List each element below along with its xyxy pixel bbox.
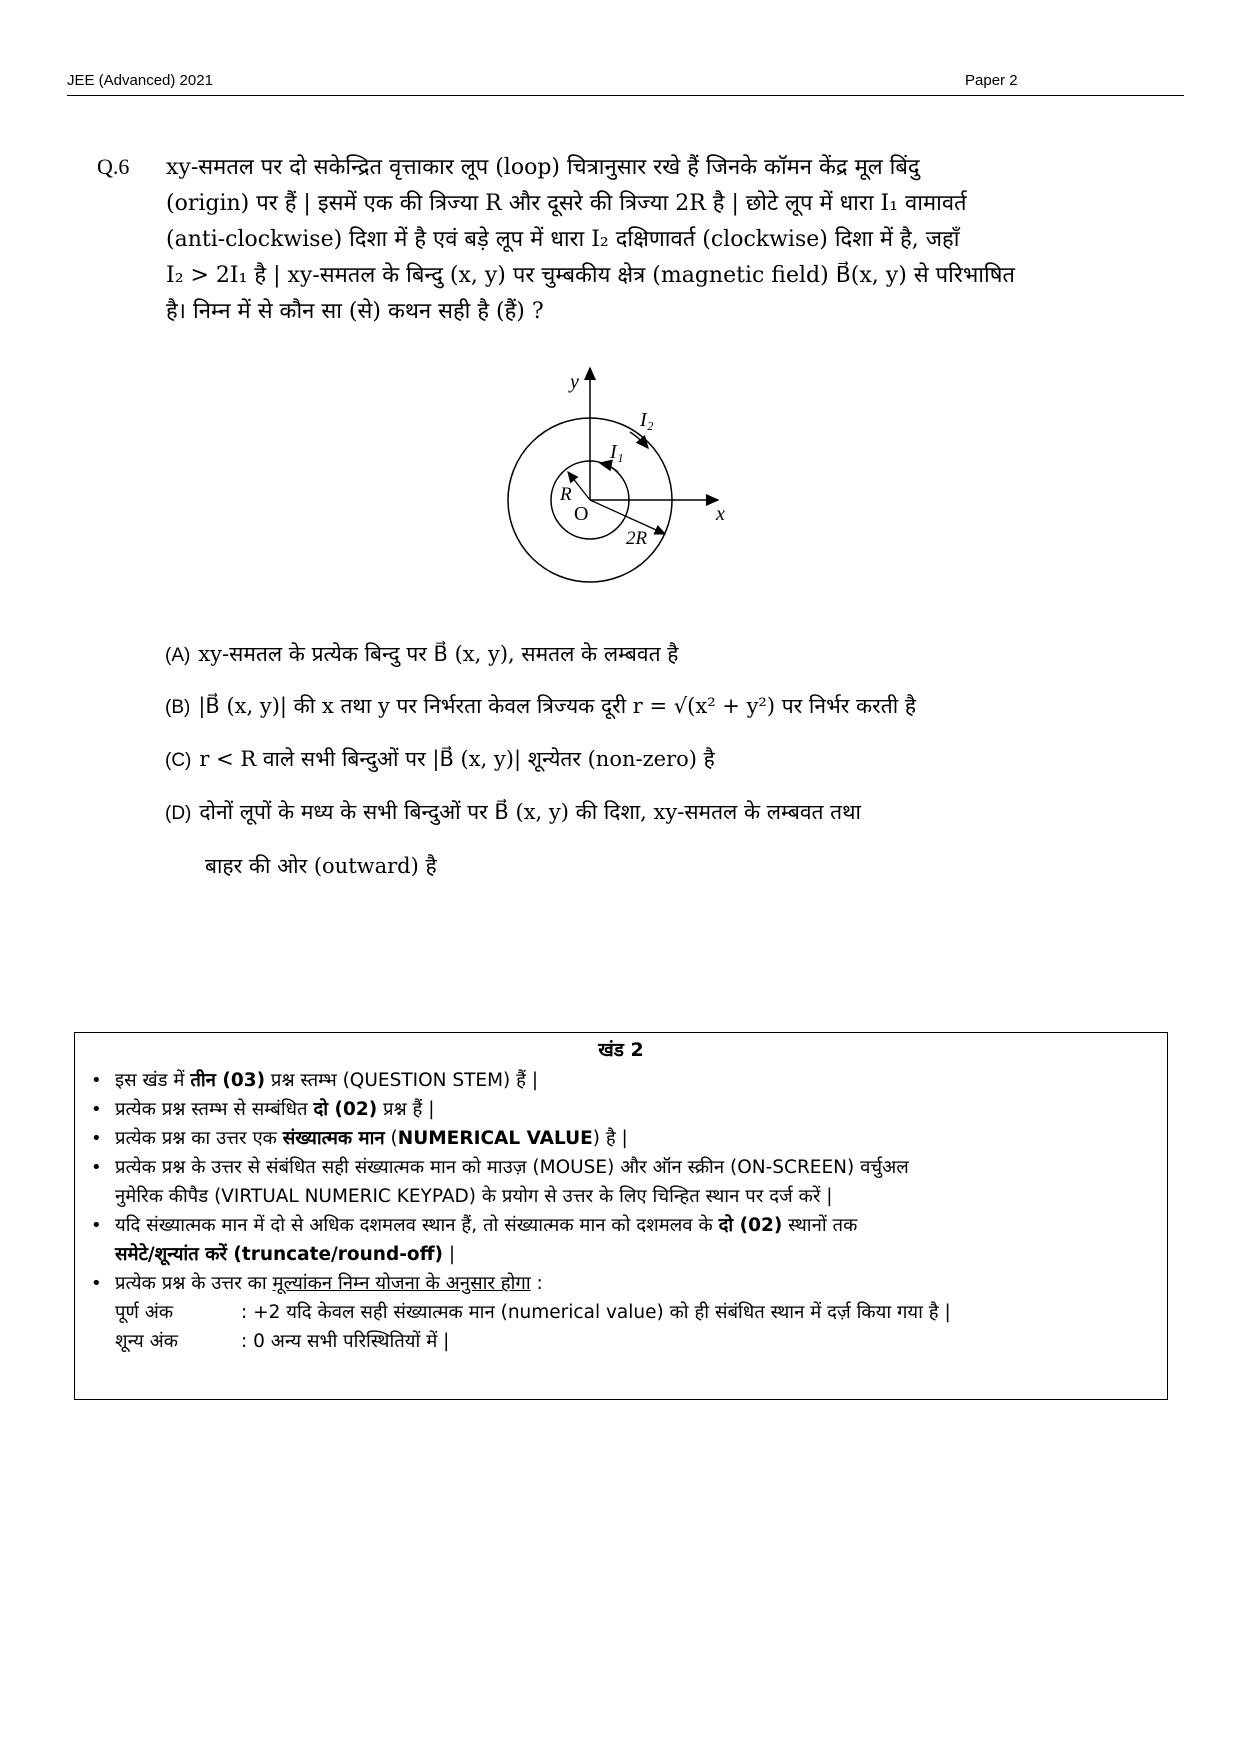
instruction-item: • प्रत्येक प्रश्न स्तम्भ से सम्बंधित दो (02) प्रश्न हैं | [91,1099,435,1120]
question-line: xy-समतल पर दो सकेन्द्रित वृत्ताकार लूप (loop) चित्रानुसार रखे हैं जिनके कॉमन केंद्र मूल बिंदु [166,155,920,180]
option-label: (A) [165,645,191,666]
origin-label: O [574,503,589,525]
question-line: है। निम्न में से कौन सा (से) कथन सही है (हैं) ? [166,299,544,324]
header-exam-name: JEE (Advanced) 2021 [67,72,213,89]
header-paper: Paper 2 [965,72,1018,89]
option-a[interactable] [165,640,678,668]
option-c[interactable] [165,745,715,773]
option-label: (B) [165,697,191,718]
question-number: Q.6 [97,154,130,179]
instruction-item: • प्रत्येक प्रश्न के उत्तर का मूल्यांकन निम्न योजना के अनुसार होगा : पूर्ण अंक : +2 यदि केवल सही संख्यात्मक मान (numerical value) को ही संबंधित स्थान में दर्ज़ किया गया है | शून्य अंक : 0 अन्य सभी परिस्थितियों में | [85,1269,1155,1356]
I1-label: I₁ [610,441,624,463]
option-text: दोनों लूपों के मध्य के सभी बिन्दुओं पर B⃗ (x, y) की दिशा, xy-समतल के लम्बवत तथा [199,800,861,824]
instruction-item: • प्रत्येक प्रश्न का उत्तर एक संख्यात्मक मान (NUMERICAL VALUE) है | [91,1128,628,1149]
option-text: xy-समतल के प्रत्येक बिन्दु पर B⃗ (x, y), समतल के लम्बवत है [198,642,679,666]
concentric-loops-diagram [470,360,770,590]
section-2-instructions [74,1032,1168,1400]
option-b[interactable] [165,692,916,720]
option-text: r < R वाले सभी बिन्दुओं पर |B⃗ (x, y)| शून्येतर (non-zero) है [199,747,715,771]
current-I1-arrow [600,463,618,472]
option-d[interactable] [165,798,861,826]
y-axis-label: y [570,371,579,393]
option-d-continuation: बाहर की ओर (outward) है [205,854,437,878]
option-text: |B⃗ (x, y)| की x तथा y पर निर्भरता केवल त्रिज्यक दूरी r = √(x² + y²) पर निर्भर करती है [198,694,916,718]
question-text [166,150,1096,330]
question-line: I₂ > 2I₁ है | xy-समतल के बिन्दु (x, y) पर चुम्बकीय क्षेत्र (magnetic field) B⃗(x, y) से परिभाषित [166,263,1015,288]
section-title: खंड 2 [598,1039,644,1061]
full-marks-row: पूर्ण अंक : +2 यदि केवल सही संख्यात्मक मान (numerical value) को ही संबंधित स्थान में दर्ज़ किया गया है | [115,1302,951,1323]
header-divider [67,95,1184,96]
R-label: R [560,484,572,505]
question-line: (origin) पर हैं | इसमें एक की त्रिज्या R और दूसरे की त्रिज्या 2R है | छोटे लूप में धारा I₁ वामावर्त [166,191,967,216]
instruction-item: • यदि संख्यात्मक मान में दो से अधिक दशमलव स्थान हैं, तो संख्यात्मक मान को दशमलव के दो (02) स्थानों तक समेटे/शून्यांत करें (truncate/round-off) | [91,1215,858,1265]
option-label: (C) [165,750,192,771]
2R-label: 2R [626,528,648,549]
instruction-item: • इस खंड में तीन (03) प्रश्न स्तम्भ (QUESTION STEM) हैं | [91,1070,539,1091]
I2-label: I₂ [640,409,654,431]
instruction-list [85,1066,1155,1356]
option-label: (D) [165,803,192,824]
instruction-item: • प्रत्येक प्रश्न के उत्तर से संबंधित सही संख्यात्मक मान को माउज़ (MOUSE) और ऑन स्क्रीन (ON-SCREEN) वर्चुअल नुमेरिक कीपैड (VIRTUAL NUMERIC KEYPAD) के प्रयोग से उत्तर के लिए चिन्हित स्थान पर दर्ज करें | [91,1157,909,1207]
question-line: (anti-clockwise) दिशा में है एवं बड़े लूप में धारा I₂ दक्षिणावर्त (clockwise) दिशा में है, जहाँ [166,227,960,252]
zero-marks-row: शून्य अंक : 0 अन्य सभी परिस्थितियों में | [115,1331,450,1352]
x-axis-label: x [716,503,725,525]
